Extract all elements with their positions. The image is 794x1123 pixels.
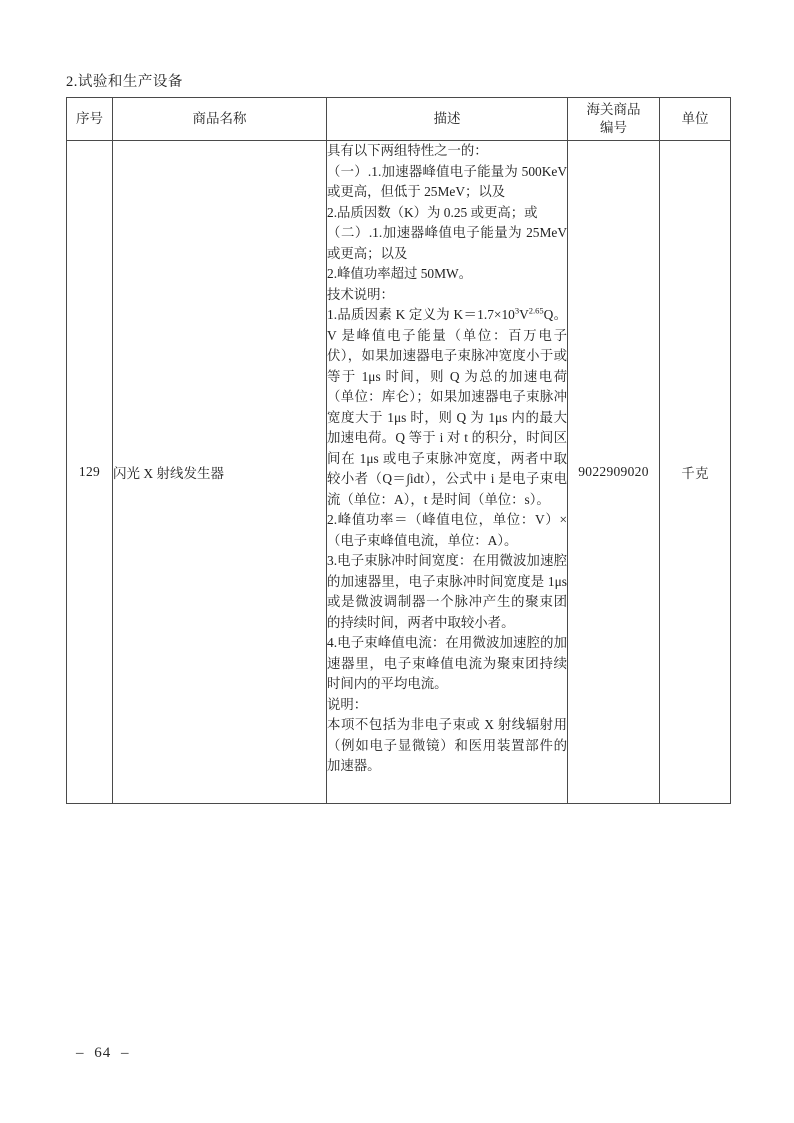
formula-superscript: 3 xyxy=(514,305,520,316)
table-header-row xyxy=(67,98,731,141)
description-paragraph: （二）.1.加速器峰值电子能量为 25MeV 或更高；以及 xyxy=(327,225,567,261)
page-number: – 64 – xyxy=(76,1045,130,1061)
formula-text: Q。V 是峰值电子能量（单位：百万电子伏），如果加速器电子束脉冲宽度小于或等于 1μs 时间，则 Q 为总的加速电荷（单位：库仑）；如果加速器电子束脉冲宽度大于 1μs 时，则 Q 为 1μs 内的最大加速电荷。Q 等于 i 对 t 的积分，时间区间在 1μs 或电子束脉冲宽度，两者中取较小者（Q＝∫idt），公式中 i 是电子束电流（单位：A），t 是时间（单位：s）。 xyxy=(327,307,567,507)
formula-superscript: 2.65 xyxy=(528,305,544,316)
header-product-name: 商品名称 xyxy=(113,98,327,141)
header-hs-code-line2: 编号 xyxy=(600,120,627,135)
description-paragraph: 本项不包括为非电子束或 X 射线辐射用（例如电子显微镜）和医用装置部件的加速器。 xyxy=(327,717,567,773)
cell-description xyxy=(327,141,568,804)
description-paragraph: 2.品质因数（K）为 0.25 或更高；或 xyxy=(327,204,538,220)
description-paragraph: 具有以下两组特性之一的： xyxy=(327,143,488,158)
header-unit: 单位 xyxy=(660,98,731,141)
header-description: 描述 xyxy=(327,98,568,141)
cell-hs-code: 9022909020 xyxy=(568,141,660,804)
formula-text: 1.品质因素 K 定义为 K＝1.7×10 xyxy=(327,307,515,322)
formula-text: V xyxy=(519,307,529,322)
cell-index: 129 xyxy=(67,141,113,804)
equipment-table xyxy=(66,97,731,804)
header-index: 序号 xyxy=(67,98,113,141)
description-paragraph: 4.电子束峰值电流：在用微波加速腔的加速器里，电子束峰值电流为聚束团持续时间内的平均电流。 xyxy=(327,635,567,691)
description-paragraph: 说明： xyxy=(327,696,368,712)
description-formula-paragraph xyxy=(327,305,567,510)
header-hs-code xyxy=(568,98,660,141)
description-paragraph: （一）.1.加速器峰值电子能量为 500KeV 或更高，但低于 25MeV；以及 xyxy=(327,163,567,199)
section-heading: 2.试验和生产设备 xyxy=(66,74,183,90)
table-row xyxy=(67,141,731,804)
description-paragraph: 2.峰值功率＝（峰值电位，单位：V）×（电子束峰值电流，单位：A）。 xyxy=(327,512,567,548)
cell-unit: 千克 xyxy=(660,141,731,804)
header-hs-code-line1: 海关商品 xyxy=(586,102,641,117)
cell-product-name: 闪光 X 射线发生器 xyxy=(113,141,327,804)
description-paragraph: 技术说明： xyxy=(327,286,394,302)
description-paragraph: 3.电子束脉冲时间宽度：在用微波加速腔的加速器里，电子束脉冲时间宽度是 1μs 或是微波调制器一个脉冲产生的聚束团的持续时间，两者中取较小者。 xyxy=(327,553,567,630)
description-paragraph: 2.峰值功率超过 50MW。 xyxy=(327,266,473,281)
